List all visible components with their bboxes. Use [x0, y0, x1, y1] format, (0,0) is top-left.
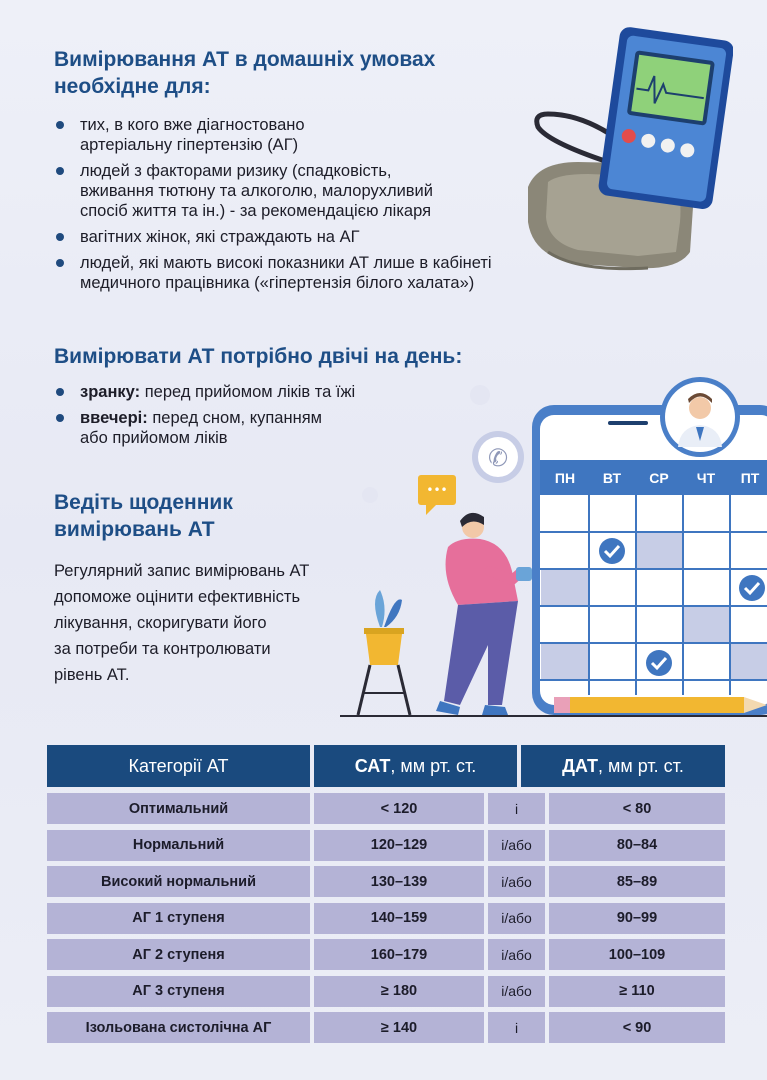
list-item-evening: ввечері: перед сном, купанням або прийомом ліків: [54, 408, 454, 448]
svg-text:•••: •••: [426, 483, 448, 497]
table-row: АГ 1 ступеня 140–159 і/або 90–99: [47, 903, 725, 934]
list-item: тих, в кого вже діагностовано артеріальну гіпертензію (АГ): [54, 115, 594, 155]
table-row: Оптимальний < 120 і < 80: [47, 793, 725, 824]
calendar-day-label: ВТ: [602, 470, 622, 486]
title-line-2: необхідне для:: [54, 75, 211, 98]
section-title: Вимірювати АТ потрібно двічі на день:: [54, 345, 463, 368]
chat-bubble-icon: [418, 475, 456, 515]
section-title: Ведіть щоденник вимірювань АТ: [54, 491, 233, 541]
table-header-dat: ДАТ , мм рт. ст.: [521, 745, 725, 787]
pencil-icon: [554, 697, 767, 713]
section-title: [54, 46, 435, 100]
plant-icon: [358, 590, 410, 715]
check-icon: [599, 538, 625, 564]
woman-illustration: [436, 513, 532, 715]
list-item-morning: зранку: перед прийомом ліків та їжі: [54, 382, 454, 402]
blood-pressure-monitor-illustration: [518, 22, 733, 277]
section-diary: [54, 489, 233, 543]
calendar-day-label: ПН: [554, 470, 576, 486]
diary-paragraph: Регулярний запис вимірювань АТ допоможе оцінити ефективність лікування, скоригувати його за потреби та контролювати рівень АТ.: [54, 562, 310, 684]
calendar-day-label: СР: [649, 470, 669, 486]
svg-text:✆: ✆: [487, 444, 509, 472]
table-header-sat: САТ , мм рт. ст.: [314, 745, 517, 787]
list-item: вагітних жінок, які страждають на АГ: [54, 227, 594, 247]
table-row: АГ 2 ступеня 160–179 і/або 100–109: [47, 939, 725, 970]
table-row: Ізольована систолічна АГ ≥ 140 і < 90: [47, 1012, 725, 1043]
calendar-illustration: [340, 375, 767, 720]
calendar-day-label: ЧТ: [696, 470, 716, 486]
table-row: Нормальний 120–129 і/або 80–84: [47, 830, 725, 861]
section-twice-a-day: [54, 343, 462, 370]
check-icon: [739, 575, 765, 601]
phone-icon: [472, 431, 524, 483]
table-row: АГ 3 ступеня ≥ 180 і/або ≥ 110: [47, 976, 725, 1007]
table-row: Високий нормальний 130–139 і/або 85–89: [47, 866, 725, 897]
home-measurement-list: [54, 115, 594, 299]
check-icon: [646, 650, 672, 676]
table-header-category: Категорії АТ: [47, 745, 310, 787]
list-item: людей з факторами ризику (спадковість, вживання тютюну та алкоголю, малорухливий спосіб життя та ін.) - за рекомендацією лікаря: [54, 161, 594, 221]
calendar-day-label: ПТ: [740, 470, 760, 486]
section-home-measurement: [54, 46, 435, 100]
title-line-1: Вимірювання АТ в домашніх умовах: [54, 48, 436, 71]
list-item: людей, які мають високі показники АТ лише в кабінеті медичного працівника («гіпертензія білого халата»): [54, 253, 594, 293]
doctor-avatar-icon: [660, 377, 740, 457]
